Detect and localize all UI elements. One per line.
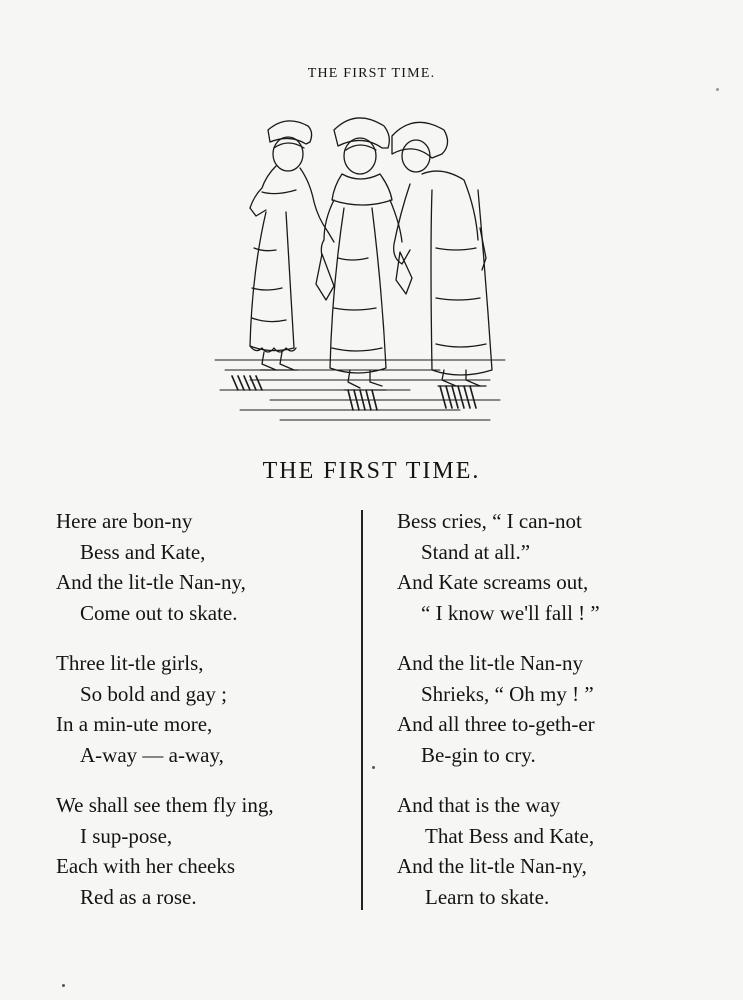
poem-line: And the lit-tle Nan-ny,	[397, 854, 587, 878]
poem-line: Learn to skate.	[425, 884, 550, 909]
poem-line: That Bess and Kate,	[425, 823, 595, 848]
stanza	[56, 648, 356, 770]
poem-title: THE FIRST TIME.	[262, 458, 481, 484]
poem-line: And the lit-tle Nan-ny,	[56, 570, 246, 594]
poem-line: And that is the way	[397, 793, 561, 817]
three-girls-skating-illustration	[210, 108, 510, 438]
poem-line: And Kate screams out,	[397, 570, 589, 594]
poem-left-column	[56, 506, 356, 932]
stanza	[397, 790, 717, 912]
poem-line: Three lit-tle girls,	[56, 651, 204, 675]
ink-speck	[372, 766, 375, 769]
poem-line: I sup-pose,	[80, 823, 173, 848]
ink-speck	[62, 984, 65, 987]
running-head: THE FIRST TIME.	[307, 66, 436, 81]
poem-line: Here are bon-ny	[56, 509, 193, 533]
poem-line: A-way — a-way,	[80, 742, 224, 767]
poem-line: Red as a rose.	[80, 884, 197, 909]
girl-center	[316, 118, 402, 390]
stanza	[397, 506, 717, 628]
stanza	[56, 790, 356, 912]
poem-line: So bold and gay ;	[80, 681, 227, 706]
poem-line: Be-gin to cry.	[421, 742, 536, 767]
girl-right	[392, 122, 492, 386]
poem-line: And the lit-tle Nan-ny	[397, 651, 584, 675]
poem-line: Bess cries, “ I can-not	[397, 509, 582, 533]
column-divider	[361, 510, 363, 910]
ink-speck	[716, 88, 719, 91]
poem-line: Stand at all.”	[421, 539, 531, 564]
poem-line: In a min-ute more,	[56, 712, 213, 736]
poem-line: And all three to-geth-er	[397, 712, 595, 736]
poem-line: Come out to skate.	[80, 600, 238, 625]
stanza	[397, 648, 717, 770]
poem-line: Shrieks, “ Oh my ! ”	[421, 681, 594, 706]
poem-line: Each with her cheeks	[56, 854, 236, 878]
poem-line: We shall see them fly ing,	[56, 793, 274, 817]
poem-line: “ I know we'll fall ! ”	[421, 600, 600, 625]
poem-right-column	[397, 506, 717, 932]
poem-line: Bess and Kate,	[80, 539, 206, 564]
stanza	[56, 506, 356, 628]
